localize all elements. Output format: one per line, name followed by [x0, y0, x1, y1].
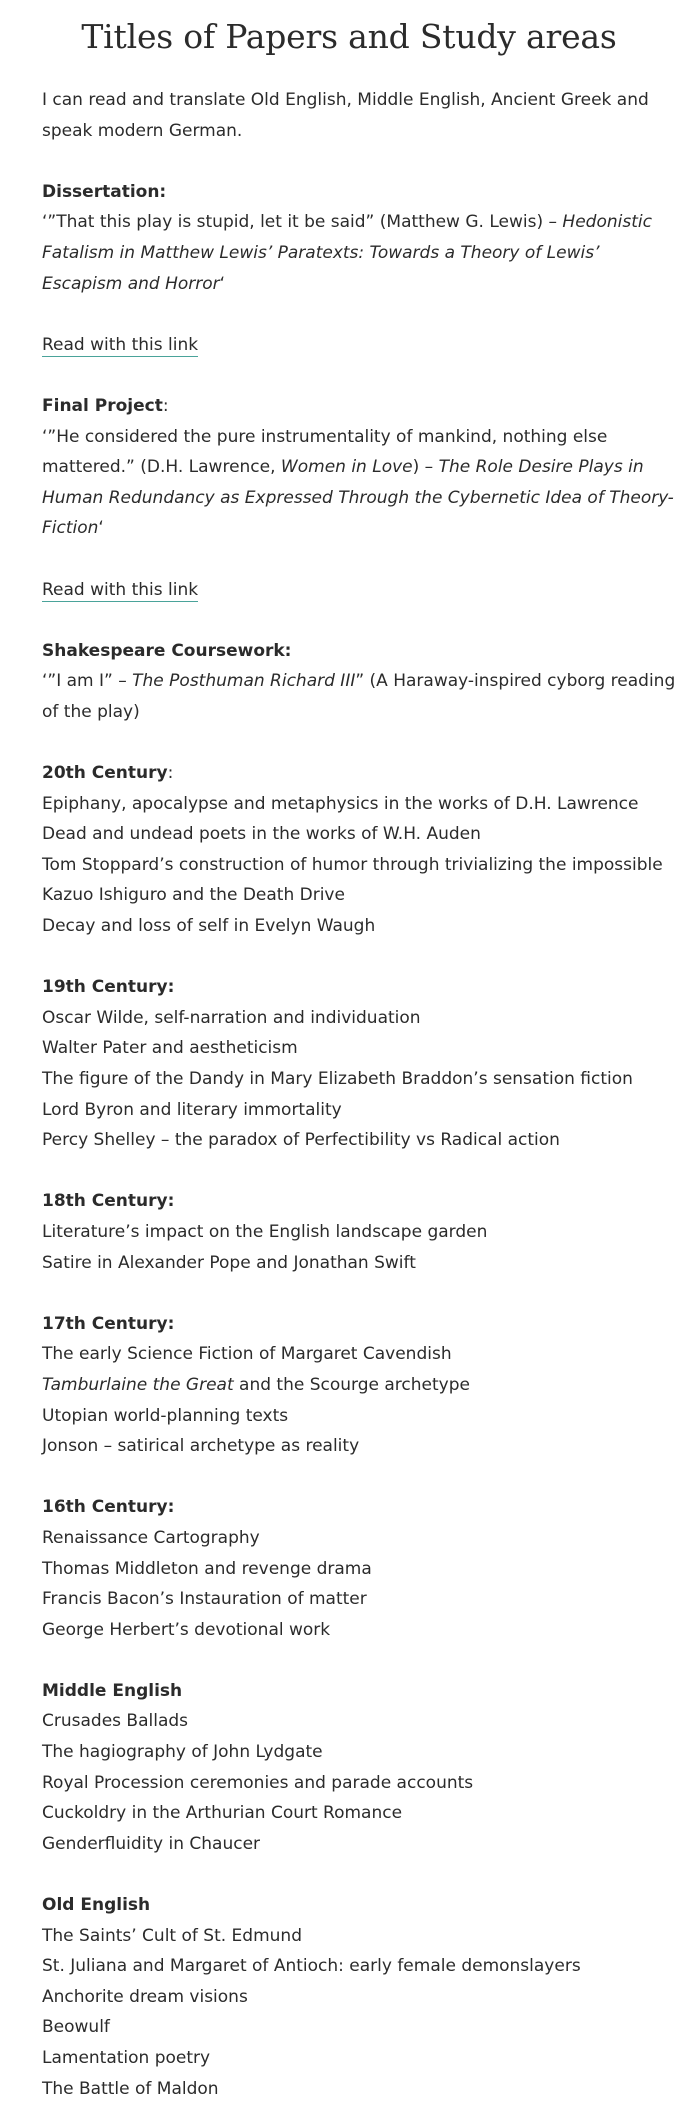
list-item: George Herbert’s devotional work	[42, 1619, 331, 1640]
dissertation-heading: Dissertation:	[42, 181, 167, 202]
list-item: Decay and loss of self in Evelyn Waugh	[42, 916, 376, 937]
dissertation-section	[42, 177, 678, 361]
middle-english-section	[42, 1676, 678, 1860]
list-item: Genderfluidity in Chaucer	[42, 1833, 261, 1854]
century-20-heading: 20th Century	[42, 763, 168, 784]
list-item: The figure of the Dandy in Mary Elizabeth Braddon’s sensation fiction	[42, 1069, 633, 1089]
list-item: Lord Byron and literary immortality	[42, 1099, 342, 1120]
list-item: Walter Pater and aestheticism	[42, 1038, 298, 1059]
list-item: Renaissance Cartography	[42, 1527, 260, 1548]
list-item: Satire in Alexander Pope and Jonathan Swift	[42, 1252, 416, 1273]
century-19-heading: 19th Century:	[42, 977, 175, 998]
middle-english-heading: Middle English	[42, 1680, 183, 1701]
list-item: Percy Shelley – the paradox of Perfectibility vs Radical action	[42, 1130, 560, 1151]
old-english-section	[42, 1890, 678, 2104]
old-english-heading: Old English	[42, 1895, 151, 1916]
list-item: Utopian world-planning texts	[42, 1405, 289, 1426]
final-project-section: Final Project: ‘”He considered the pure instrumentality of mankind, nothing else mattered.” (D.H. Lawrence, Women in Love) – The Role Desire Plays in Human Redundancy as Expressed Through the Cybernetic Idea of Theory-Fiction‘ Read with this link	[42, 391, 678, 605]
list-item: The Saints’ Cult of St. Edmund	[42, 1925, 302, 1946]
dissertation-text: ‘”That this play is stupid, let it be said” (Matthew G. Lewis) – Hedonistic Fatalism in Matthew Lewis’ Paratexts: Towards a Theory of Lewis’ Escapism and Horror‘	[42, 212, 652, 294]
content	[42, 85, 678, 2104]
list-item: Thomas Middleton and revenge drama	[42, 1558, 372, 1579]
list-item: Oscar Wilde, self-narration and individuation	[42, 1007, 421, 1028]
century-19-section	[42, 972, 678, 1156]
century-18-heading: 18th Century:	[42, 1191, 175, 1212]
page-title: Titles of Papers and Study areas	[81, 17, 617, 56]
list-item: The hagiography of John Lydgate	[42, 1742, 323, 1763]
shakespeare-section	[42, 636, 678, 728]
shakespeare-title: The Posthuman Richard III	[132, 671, 356, 692]
century-17-section	[42, 1309, 678, 1462]
final-project-heading: Final Project	[42, 395, 163, 416]
century-20-section: 20th Century: Epiphany, apocalypse and metaphysics in the works of D.H. Lawrence Dead and undead poets in the works of W.H. Auden Tom Stoppard’s construction of humor through trivializing the impossible Kazuo Ishiguro and the Death Drive Decay and loss of self in Evelyn Waugh	[42, 758, 678, 942]
shakespeare-heading: Shakespeare Coursework:	[42, 640, 292, 661]
list-item: Royal Procession ceremonies and parade accounts	[42, 1772, 474, 1793]
final-project-text: ‘”He considered the pure instrumentality of mankind, nothing else mattered.” (D.H. Lawrence, Women in Love) – The Role Desire Plays in Human Redundancy as Expressed Through the Cybernetic Idea of Theory-Fiction‘	[42, 426, 674, 539]
final-project-read-link[interactable]: Read with this link	[42, 579, 199, 600]
final-project-work: Women in Love	[280, 457, 413, 478]
list-item: The early Science Fiction of Margaret Cavendish	[42, 1344, 452, 1365]
list-item: Crusades Ballads	[42, 1711, 189, 1732]
century-17-heading: 17th Century:	[42, 1313, 175, 1334]
final-project-title: The Role Desire Plays in Human Redundancy as Expressed Through the Cybernetic Idea of Theory-Fiction	[42, 457, 674, 539]
shakespeare-text: ‘”I am I” – The Posthuman Richard III” (A Haraway-inspired cyborg reading of the play)	[42, 671, 676, 722]
century-16-section	[42, 1492, 678, 1645]
list-item: Epiphany, apocalypse and metaphysics in the works of D.H. Lawrence	[42, 793, 639, 814]
list-item: Beowulf	[42, 2017, 110, 2038]
intro-text: I can read and translate Old English, Middle English, Ancient Greek and speak modern German.	[42, 90, 649, 141]
list-item: Tom Stoppard’s construction of humor through trivializing the impossible	[42, 854, 663, 875]
list-item: Jonson – satirical archetype as reality	[42, 1436, 360, 1457]
century-16-heading: 16th Century:	[42, 1497, 175, 1518]
list-item: Lamentation poetry	[42, 2048, 211, 2068]
list-item: Kazuo Ishiguro and the Death Drive	[42, 885, 345, 906]
dissertation-title: Hedonistic Fatalism in Matthew Lewis’ Paratexts: Towards a Theory of Lewis’ Escapism and Horror	[42, 212, 652, 294]
dissertation-read-link[interactable]: Read with this link	[42, 334, 199, 355]
list-item: The Battle of Maldon	[42, 2078, 219, 2099]
list-item: Cuckoldry in the Arthurian Court Romance	[42, 1803, 403, 1824]
list-item: Literature’s impact on the English landscape garden	[42, 1221, 488, 1242]
tamburlaine-title: Tamburlaine the Great	[42, 1374, 234, 1395]
list-item: Tamburlaine the Great and the Scourge archetype	[42, 1374, 470, 1395]
list-item: Francis Bacon’s Instauration of matter	[42, 1589, 367, 1610]
list-item: Dead and undead poets in the works of W.H. Auden	[42, 824, 481, 845]
list-item: Anchorite dream visions	[42, 1986, 248, 2007]
list-item: St. Juliana and Margaret of Antioch: early female demonslayers	[42, 1956, 581, 1977]
century-18-section	[42, 1186, 678, 1278]
